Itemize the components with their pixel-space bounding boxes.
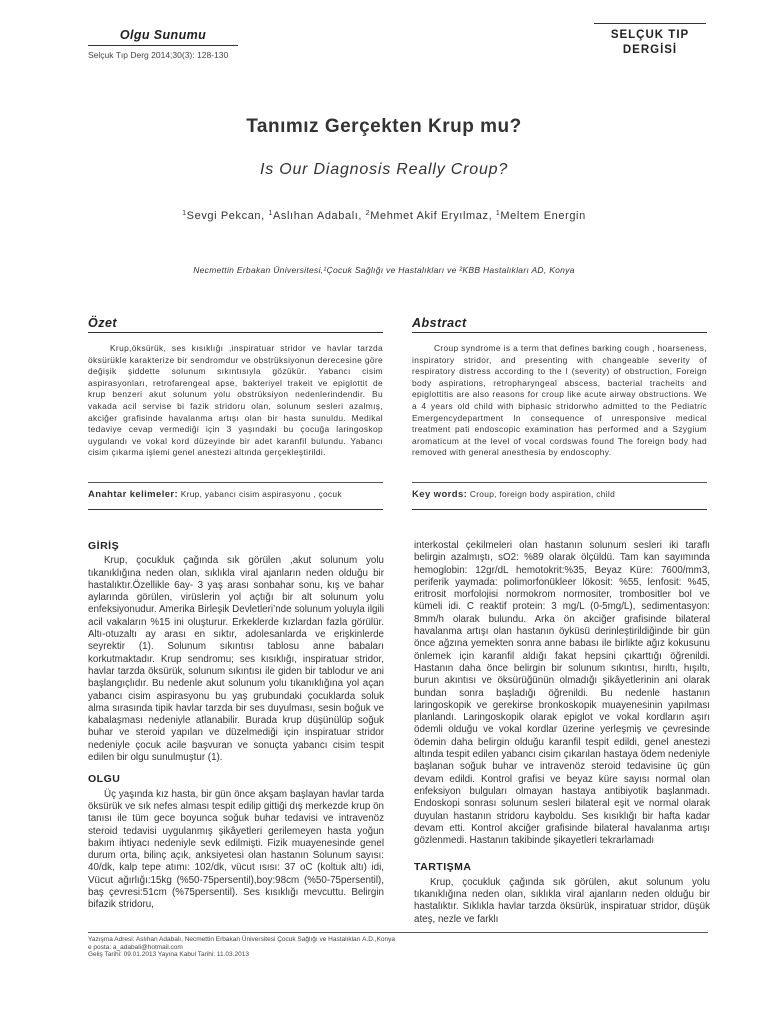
journal-citation: Selçuk Tıp Derg 2014;30(3): 128-130: [88, 50, 229, 60]
keywords-english-values: Croup, foreign body aspiration, child: [469, 489, 616, 499]
intro-heading: GİRİŞ: [88, 540, 120, 552]
correspondence-email: e posta: a_adabali@hotmail.com: [88, 943, 183, 951]
discussion-heading: TARTIŞMA: [414, 861, 472, 874]
correspondence-footer: [88, 932, 708, 959]
journal-name-line2: DERGİSİ: [622, 44, 678, 56]
author-affil-mark: 2: [365, 210, 371, 217]
journal-name: [594, 23, 706, 58]
author-affil-mark: 1: [495, 210, 501, 217]
author-affil-mark: 1: [268, 210, 273, 217]
author-name: Aslıhan Adabalı,: [272, 210, 366, 222]
intro-paragraph: Krup, çocukluk çağında sık görülen ,akut solunum yolu tıkanıklığına neden olan, sıklıkla viral ajanların neden olduğu bir hastalıktır.Özellikle 6ay- 3 yaş arası sonbahar sonu, kış ve bahar aylarında görülen, virüslerin yol açtığı bir alt solunum yolu enfeksiyonudur. Amerika Birleşik Devletleri’nde solunum yoluyla ilgili acil vakaların %15 ini oluşturur. Erkeklerde kızlardan fazla görülür. Altı-otuzaltı ay arası en sıktır, adolesanlarda ve erişkinlerde seyrektir (1). Solunum sıkıntısı tablosu anne babaları korkutmaktadır. Krup sendromu; ses kısıklığı, inspiratuar stridor, havlar tarzda öksürük, solunum sıkıntısı ile giden bir tablodur ve ani başlangıçlıdır. Bu nedenle akut solunum yolu tıkanıklığına yol açan yabancı cisim aspirasyonu bu yaş grubundaki çocuklarda soluk alma sırasında tipik havlar tarzda bir ses duyulması, sesin boğuk ve kabalaşması nedeniyle atlanabilir. Burada krup düşünülüp soğuk buhar ve steroid yapılan ve düzelmediği için inspiratuar stridor nedeniyle çocuk acile başvuran ve sonuçta yabancı cisim tespit edilen bir olgu sunulmuştur (1).: [88, 555, 384, 764]
keywords-turkish-values: Krup, yabancı cisim aspirasyonu , çocuk: [180, 489, 342, 499]
keywords-turkish: [88, 482, 383, 510]
case-heading: OLGU: [88, 773, 121, 786]
keywords-turkish-label: Anahtar kelimeler:: [88, 489, 179, 500]
author-affiliation: Necmettin Erbakan Üniversitesi,¹Çocuk Sağlığı ve Hastalıkları ve ²KBB Hastalıkları AD, Konya: [193, 265, 575, 275]
submission-dates: Geliş Tarihi: 09.01.2013 Yayına Kabul Tarihi: 11.03.2013: [88, 951, 249, 958]
article-subtitle: Is Our Diagnosis Really Croup?: [259, 161, 509, 178]
abstract-turkish-text: Krup,öksürük, ses kısıklığı ,inspiratuar stridor ve havlar tarzda öksürükle karakterize bir sendromdur ve obstrüksiyonun derecesine göre değişik şiddette solunum sıkıntısıyla gözükür. Yabancı cisim aspirasyonları, retrofarengeal apse, bakteriyel trakeit ve epiglottit de krup benzeri akut solunum yolu obstrüksiyon nedenlerindendir. Bu vakada acil servise bi fazik stridoru olan, solunum sesleri azalmış, akciğer grafisinde havalanma artışı olan bir hasta sunuldu. Medikal tedaviye cevap vermediği için 3 yaşındaki bu çocuğa laringoskop uygulandı ve vokal kord düzeyinde bir adet karanfil bulundu. Yabancı cisim çıkarma işlemi genel anestezi altında gerçekleştirildi.: [88, 343, 383, 458]
author-affil-mark: 1: [182, 210, 187, 217]
case-paragraph: Üç yaşında kız hasta, bir gün önce akşam başlayan havlar tarda öksürük ve sık nefes alması tespit edilip gittiği dış merkezde krup ön tanısı ile tüm gece boyunca soğuk buhar tedavisi ve intravenöz steroid tedavisi uygulanmış şikâyetleri gerilemeyen hasta yoğun bakım ihtiyacı nedeniyle sevk edilmişti. Fizik muayenesinde genel durum orta, bilinç açık, anksiyetesi olan hastanın Solunum sayısı: 40/dk, kalp tepe atımı: 102/dk, vücut ısısı: 37 oC (koltuk altı) idi, Vücut ağırlığı:15kg (%50-75persentil),boy:98cm (%50-75persentil), baş çevresi:51cm (%75persentil). Ses kısıklığı mevcuttu. Belirgin bifazik stridoru,: [88, 788, 384, 911]
keywords-english: [412, 482, 707, 510]
section-label: Olgu Sunumu: [88, 28, 238, 46]
author-name: Sevgi Pekcan,: [186, 210, 269, 222]
header-left: [88, 28, 238, 60]
author-name: Mehmet Akif Eryılmaz,: [370, 210, 496, 222]
abstract-english: [412, 316, 707, 459]
keywords-english-label: Key words:: [412, 489, 468, 500]
author-name: Meltem Energin: [500, 210, 586, 222]
article-title: Tanımız Gerçekten Krup mu?: [246, 116, 522, 137]
journal-name-line1: SELÇUK TIP: [610, 29, 690, 41]
case-paragraph-continued: interkostal çekilmeleri olan hastanın solunum sesleri iki taraflı belirgin azalmıştı, sO2: %89 olarak ölçüldü. Tam kan sayımında hemoglobin: 12gr/dL hemotokrit:%35, Beyaz Küre: 7600/mm3, periferik yaymada: polimorfonükleer lökosit: %55, lenfosit: %45, eritrosit morfolojisi normokrom normositer, trombositler bol ve kümeli idi. C reaktif protein: 3 mg/L (0-5mg/L), sedimentasyon: 8mm/h olarak bulundu. Arka ön akciğer grafisinde bilateral havalanma artışı olan hastanın öyküsü derinleştirildiğinde bir gün önce ağzına yemekten sonra anne babası ile birlikte ağız kokusunu önlemek için karanfil aldığı fakat hepsini çıkarttığı öğrenildi. Hastanın daha önce belirgin bir solunum sıkıntısı, hırıltı, hışıltı, burun akıntısı ve öksürüğünün olmadığı şikâyetlerinin ani olarak bundan sonra başladığı öğrenildi. Bu nedenle hastanın laringoskopik ve gerekirse bronkoskopik muayenesinin yapılması planlandı. Laringoskopik olarak epiglot ve vokal kordların aşırı ödemli olduğu ve vokal kordlar üzerine yerleşmiş ve çevresinde ödemin daha belirgin olduğu karanfil tespit edildi, genel anestezi altında tespit edilen yabancı cisim çıkarılan hastaya ödem nedeniyle başlanan soğuk buhar ve intravenöz steroid tedavisine üç gün devam edildi. Kontrol grafisi ve beyaz küre sayısı normal olan enfeksiyon bulguları olmayan hastaya antibiyotik başlanmadı. Endoskopi sonrası solunum sesleri bilateral eşit ve normal olarak duyulan hastanın stridoru kayboldu. Ses kısıklığı bir hafta kadar devam etti. Kontrol akciğer grafisinde bilateral havalanma artışı gözlenmedi. Hastanın takibinde şikayetleri tekrarlamadı: [414, 540, 710, 847]
abstract-english-heading: Abstract: [412, 316, 707, 333]
abstract-turkish: [88, 316, 383, 459]
correspondence-address: Yazışma Adresi: Aslıhan Adabalı, Necmettin Erbakan Üniversitesi Çocuk Sağlığı ve Hastalıkları A.D.,Konya: [88, 936, 395, 943]
body-column-left: [88, 540, 384, 912]
discussion-paragraph: Krup, çocukluk çağında sık görülen, akut solunum yolu tıkanıklığına neden olan, sıklıkla viral ajanların neden olduğu bir hastalıktır. Sıklıkla havlar tarzda öksürük, inspiratuar stridor, düşük ateş, nezle ve farklı: [414, 876, 710, 925]
body-column-right: [414, 540, 710, 926]
author-list: [0, 210, 768, 222]
abstract-english-text: Croup syndrome is a term that defines barking cough , hoarseness, inspiratory stridor, and presenting with changeable severity of respiratory distress according to the l (severity) of obstruction, Foreign body aspirations, retropharyngeal abscess, bacterial tracheits and epiglottitis are also reasons for croup like acute airway obstructions. We a 4 years old child with biphasic stridorwho admitted to the Pediatric Emergencydepartment In consequence of unresponsive medical treatment pati endoscopic examination has performed and a Szygium aromaticum at the level of vocal cordswas found The foreign body had removed with general anesthesia by endoscophy.: [412, 343, 707, 458]
abstract-turkish-heading: Özet: [88, 316, 383, 333]
